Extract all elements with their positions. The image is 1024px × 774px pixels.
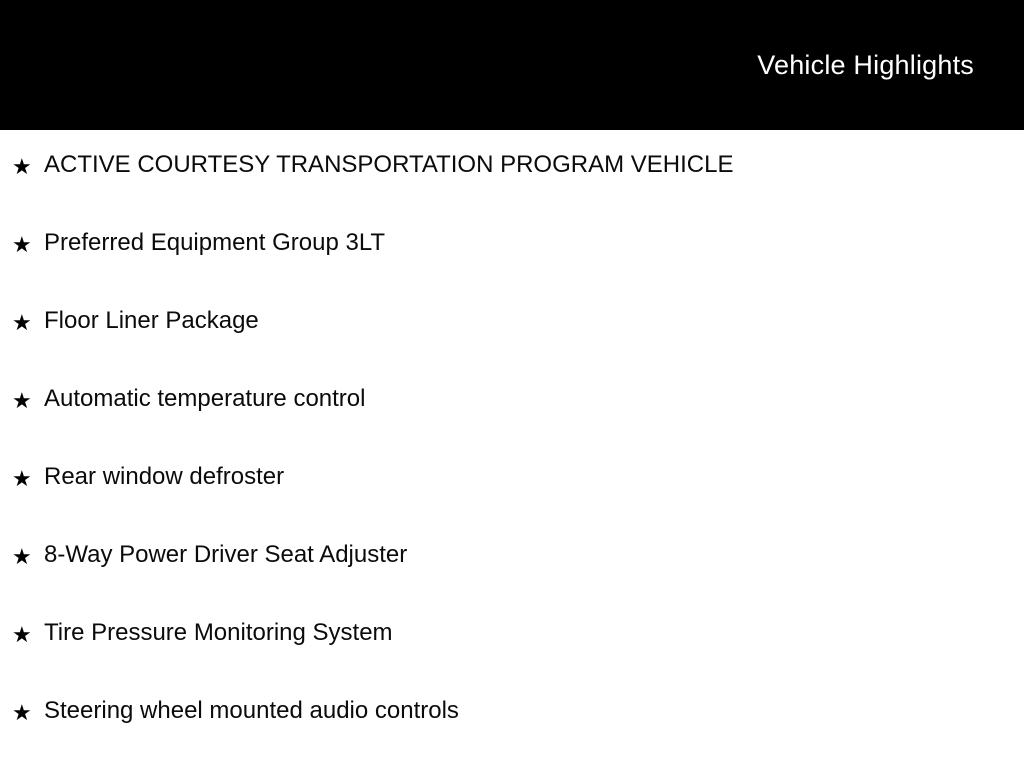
list-item-label: Rear window defroster [44, 463, 285, 490]
star-icon: ★ [12, 388, 32, 413]
star-icon: ★ [12, 466, 32, 491]
vehicle-highlights-list [0, 130, 1024, 774]
list-item-label: Automatic temperature control [44, 385, 366, 412]
list-item [0, 384, 1024, 462]
list-item-label: Tire Pressure Monitoring System [44, 619, 393, 646]
list-item-label: Floor Liner Package [44, 307, 259, 334]
list-item [0, 618, 1024, 696]
list-item-label: 8-Way Power Driver Seat Adjuster [44, 541, 408, 568]
star-icon: ★ [12, 232, 32, 257]
star-icon: ★ [12, 544, 32, 569]
list-item [0, 306, 1024, 384]
page-header [0, 0, 1024, 130]
star-icon: ★ [12, 310, 32, 335]
list-item [0, 696, 1024, 774]
list-item [0, 462, 1024, 540]
star-icon: ★ [12, 700, 32, 725]
star-icon: ★ [12, 154, 32, 179]
list-item-label: Steering wheel mounted audio controls [44, 697, 459, 724]
list-item-label: ACTIVE COURTESY TRANSPORTATION PROGRAM VEHICLE [44, 151, 734, 178]
page-title: Vehicle Highlights [757, 50, 974, 80]
star-icon: ★ [12, 622, 32, 647]
list-item-label: Preferred Equipment Group 3LT [44, 229, 386, 256]
list-item [0, 150, 1024, 228]
list-item [0, 228, 1024, 306]
list-item [0, 540, 1024, 618]
